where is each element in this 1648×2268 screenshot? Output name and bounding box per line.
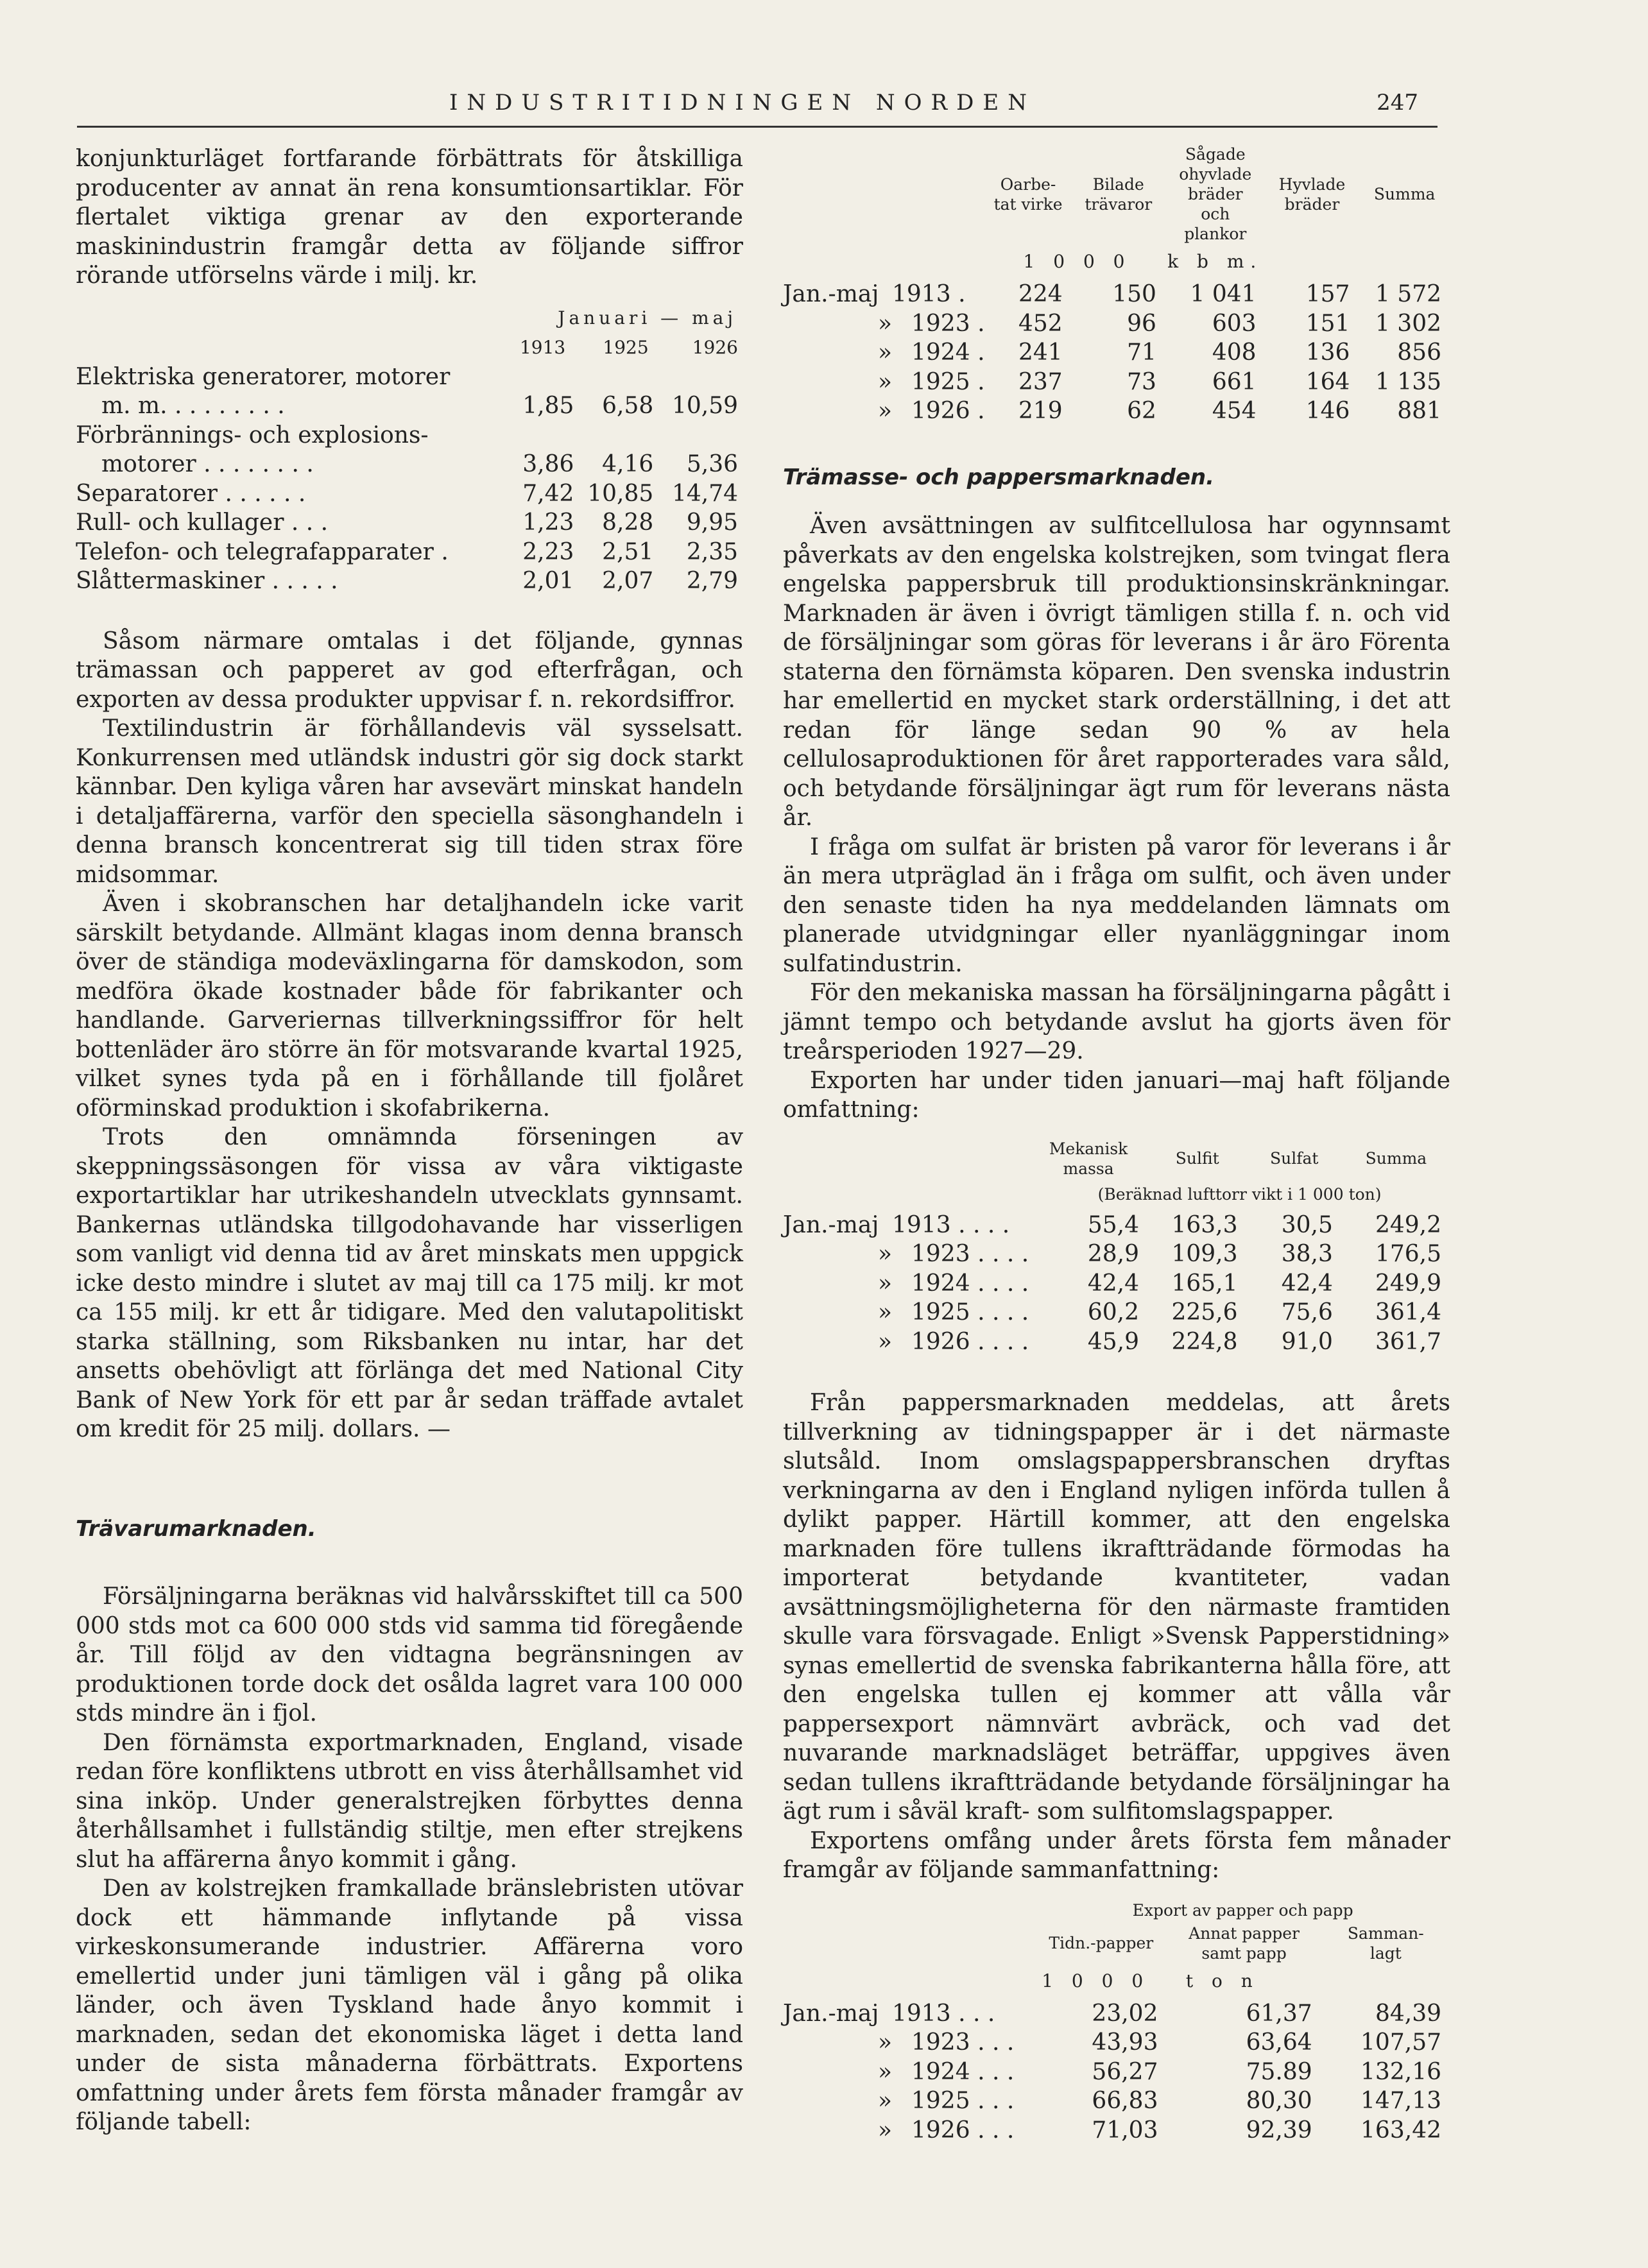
row-prefix: Jan.-maj (783, 2000, 879, 2027)
table-cell: 237 (1018, 368, 1063, 395)
table-cell: 147,13 (1360, 2088, 1441, 2114)
table-cell: 1 135 (1375, 368, 1441, 395)
journal-title: INDUSTRITIDNINGEN NORDEN (449, 90, 1036, 115)
table-cell: 3,86 (522, 451, 574, 477)
table-cell: 71 (1127, 339, 1156, 366)
table-cell: 63,64 (1246, 2029, 1312, 2056)
table-cell: 4,16 (602, 451, 654, 477)
table-cell: 249,9 (1375, 1270, 1441, 1297)
column-header: Annat papper samt papp (1189, 1923, 1300, 1963)
table-cell: 224,8 (1171, 1328, 1238, 1355)
row-year: 1923 (911, 2029, 970, 2056)
table-cell: 150 (1112, 281, 1156, 307)
table-cell: 62 (1127, 398, 1156, 424)
table-row (783, 2058, 1450, 2087)
leader-dots: . . . (950, 2000, 995, 2027)
paragraph: Textilindustrin är förhållandevis väl sysselsatt. Konkurrensen med utländsk industri gör sig dock starkt kännbar. Den kyliga våren har avsevärt minskat handeln i detaljaffärerna, varför den speciella säsonghandeln i denna bransch koncentrerat sig till tiden strax före midsommar. (76, 715, 743, 888)
paragraph: För den mekaniska massan ha försäljningarna pågått i jämnt tempo och betydande avslut ha gjorts även för treårsperioden 1927—29. (783, 980, 1450, 1064)
row-year: 1913 (892, 2000, 951, 2027)
table-cell: 9,95 (686, 509, 738, 536)
table-row (783, 1298, 1450, 1327)
table-cell: 71,03 (1092, 2117, 1158, 2144)
leader-dots: . . . . (970, 1299, 1029, 1326)
table-cell: 5,36 (686, 451, 738, 477)
row-label: Elektriska generatorer, motorer (76, 363, 451, 390)
table-cell: 42,4 (1281, 1270, 1333, 1297)
row-label (783, 1298, 1029, 1327)
page-header (77, 90, 1438, 128)
row-label (783, 2058, 1035, 2087)
table-cell: 164 (1305, 368, 1350, 395)
paragraph: Den förnämsta exportmarknaden, England, visade redan före konfliktens utbrott en viss återhållsamhet vid sina inköp. Under generalstrejken förbyttes denna återhållsamhet i fullständig stiltje, men efter strejkens slut ha affärerna ånyo kommit i gång. (76, 1729, 743, 1873)
row-year: 1913 (892, 281, 951, 307)
table-cell: 92,39 (1246, 2117, 1312, 2144)
table-cell: 136 (1305, 339, 1350, 366)
table-row (783, 2086, 1450, 2116)
row-year: 1925 (911, 1299, 970, 1326)
timber-export-table (783, 144, 1450, 426)
row-prefix: Jan.-maj (783, 281, 879, 307)
table-cell: 14,74 (671, 480, 738, 507)
left-column (76, 144, 743, 2137)
row-label: Slåttermaskiner . . . . . (76, 568, 338, 594)
table-title: Export av papper och papp (1132, 1901, 1353, 1920)
column-header: Sulfit (1175, 1149, 1219, 1168)
table-cell: 8,28 (602, 509, 654, 536)
table-cell: 10,59 (671, 393, 738, 419)
table-row (76, 421, 743, 450)
table-cell: 361,7 (1375, 1328, 1441, 1355)
table-cell: 603 (1212, 310, 1257, 337)
table-row (76, 391, 743, 421)
row-prefix: » (877, 339, 892, 366)
paragraph: Även i skobranschen har detaljhandeln icke varit särskilt betydande. Allmänt klagas inom denna bransch över de ständiga modeväxlingarna för damskodon, som medföra ökade kostnader både för fabrikanter och handlande. Garveriernas tillverkningssiffror för helt bottenläder äro större än för motsvarande kvartal 1925, vilket synes tyda på en i förhållande till fjolåret oförminskad produktion i skofabrikerna. (76, 891, 743, 1121)
table-cell: 7,42 (522, 480, 574, 507)
table-cell: 1 041 (1190, 281, 1257, 307)
row-year: 1924 (911, 1270, 970, 1297)
table-cell: 107,57 (1360, 2029, 1441, 2056)
table-cell: 224 (1018, 281, 1063, 307)
column-header: Oarbe- tat virke (993, 175, 1063, 214)
table-row (783, 1269, 1450, 1299)
table-cell: 84,39 (1375, 2000, 1441, 2027)
row-year: 1924 (911, 339, 970, 366)
leader-dots: . . . . (970, 1241, 1029, 1267)
machinery-table (76, 333, 743, 362)
table-cell: 408 (1212, 339, 1257, 366)
row-prefix: » (877, 1328, 892, 1355)
table-row (76, 479, 743, 509)
row-label (783, 1211, 1029, 1240)
table-cell: 219 (1018, 398, 1063, 424)
row-year: 1926 (911, 2117, 970, 2144)
table-cell: 55,4 (1087, 1211, 1139, 1238)
leader-dots: . (950, 281, 966, 307)
table-cell: 1 572 (1375, 281, 1441, 307)
row-label (783, 280, 985, 309)
table-cell: 10,85 (587, 480, 654, 507)
table-cell: 225,6 (1171, 1299, 1238, 1326)
table-cell: 881 (1397, 398, 1441, 424)
leader-dots: . . . (970, 2088, 1015, 2114)
row-year: 1926 (911, 398, 970, 424)
column-header: Sågade ohyvlade bräder och plankor (1179, 145, 1252, 243)
machinery-table-body (76, 362, 743, 596)
table-cell: 361,4 (1375, 1299, 1441, 1326)
row-prefix: » (877, 310, 892, 337)
leader-dots: . (970, 398, 985, 424)
row-label (783, 1327, 1029, 1357)
row-label (783, 396, 985, 426)
table-cell: 856 (1397, 339, 1441, 366)
table-row (783, 309, 1450, 339)
row-prefix: » (877, 2088, 892, 2114)
leader-dots: . (970, 339, 985, 366)
row-prefix: » (877, 2058, 892, 2085)
table-row (783, 1240, 1450, 1269)
table-unit: 1 0 0 0 t o n (1042, 1970, 1259, 1991)
column-header: Bilade trävaror (1085, 175, 1153, 214)
table-row (783, 2116, 1450, 2145)
row-year: 1925 (911, 2088, 970, 2114)
leader-dots: . . . . (970, 1328, 1029, 1355)
table-cell: 109,3 (1171, 1241, 1238, 1267)
column-header: Summa (1365, 1149, 1427, 1168)
row-label (783, 1269, 1029, 1299)
row-year: 1923 (911, 1241, 970, 1267)
column-header: Hyvlade bräder (1278, 175, 1346, 214)
section-heading: Trävarumarknaden. (76, 1515, 316, 1542)
paragraph: Även avsättningen av sulfitcellulosa har ogynnsamt påverkats av den engelska kolstrejken, som tvingat flera engelska pappersbruk till produktionsinskränkningar. Marknaden är även i övrigt tämligen stilla f. n. och vid de försäljningar som göras för leverans i år äro Förenta staterna den förnämsta köparen. Den svenska industrin har emellertid en mycket stark orderställning, i det att redan för länge sedan 90 % av hela cellulosaproduktionen för året rapporterades vara såld, och betydande försäljningar ägt rum för leverans nästa år. (783, 513, 1450, 831)
row-prefix: » (877, 398, 892, 424)
table-cell: 452 (1018, 310, 1063, 337)
row-label (783, 1999, 1035, 2029)
column-header: Sulfat (1269, 1149, 1319, 1168)
table-machinery-export (76, 307, 743, 596)
right-column (783, 144, 1450, 2145)
table-cell: 241 (1018, 339, 1063, 366)
column-header: Summa (1373, 185, 1436, 203)
table-row (76, 362, 743, 392)
table-cell: 1 302 (1375, 310, 1441, 337)
column-header: 1913 (519, 336, 566, 358)
row-prefix: » (877, 1299, 892, 1326)
paragraph: Den av kolstrejken framkallade bränslebristen utövar dock ett hämmande inflytande på vissa virkeskonsumerande industrier. Affärerna voro emellertid under juni tämligen väl i gång på olika länder, och även Tyskland hade ånyo kommit i marknaden, sedan det ekonomiska läget i detta land under de sista månaderna förbättrats. Exportens omfattning under årets fem första månader framgår av följande tabell: (76, 1875, 743, 2135)
paragraph: Exportens omfång under årets första fem månader framgår av följande sammanfattning: (783, 1827, 1450, 1883)
table-cell: 2,51 (602, 538, 654, 565)
table-cell: 28,9 (1087, 1241, 1139, 1267)
paragraph: Exporten har under tiden januari—maj haft följande omfattning: (783, 1067, 1450, 1123)
column-header: Mekanisk massa (1049, 1139, 1128, 1178)
table-cell: 176,5 (1375, 1241, 1441, 1267)
table-row (783, 280, 1450, 309)
table-cell: 42,4 (1087, 1270, 1139, 1297)
table-cell: 151 (1305, 310, 1350, 337)
table-cell: 75,6 (1281, 1299, 1333, 1326)
section-heading: Trämasse- och pappersmarknaden. (783, 464, 1215, 490)
table-row (783, 1999, 1450, 2029)
table-cell: 45,9 (1087, 1328, 1139, 1355)
leader-dots: . (970, 368, 985, 395)
row-label (783, 2116, 1035, 2145)
table-row (76, 508, 743, 538)
table-cell: 2,07 (602, 568, 654, 594)
row-prefix: » (877, 2029, 892, 2056)
table-cell: 249,2 (1375, 1211, 1441, 1238)
table-cell: 661 (1212, 368, 1257, 395)
table-row (783, 2028, 1450, 2058)
table-cell: 73 (1127, 368, 1156, 395)
leader-dots: . . . (970, 2029, 1015, 2056)
table-cell: 60,2 (1087, 1299, 1139, 1326)
table-row (783, 1211, 1450, 1240)
table-row (76, 567, 743, 596)
table-row (783, 338, 1450, 368)
paper-export-table (783, 1898, 1450, 2145)
row-label: Förbrännings- och explosions- (76, 422, 429, 448)
row-label: motorer . . . . . . . . (101, 451, 314, 477)
table-cell: 23,02 (1092, 2000, 1158, 2027)
table-cell: 96 (1127, 310, 1156, 337)
table-cell: 6,58 (602, 393, 654, 419)
column-header: 1926 (692, 336, 738, 358)
row-year: 1925 (911, 368, 970, 395)
row-label (783, 368, 985, 397)
header-rule (77, 126, 1438, 128)
row-year: 1923 (911, 310, 970, 337)
table-cell: 61,37 (1246, 2000, 1312, 2027)
row-label (783, 338, 985, 368)
table-cell: 157 (1305, 281, 1350, 307)
column-header: 1925 (603, 336, 649, 358)
table-cell: 2,79 (686, 568, 738, 594)
row-prefix: » (877, 2117, 892, 2144)
table-period: Januari — maj (558, 307, 737, 328)
paragraph: Såsom närmare omtalas i det följande, gynnas trämassan och papperet av god efterfrågan, och exporten av dessa produkter uppvisar f. n. rekordsiffror. (76, 627, 743, 713)
row-prefix: Jan.-maj (783, 1211, 879, 1238)
row-label: m. m. . . . . . . . . (101, 393, 285, 419)
paragraph: Från pappersmarknaden meddelas, att årets tillverkning av tidningspapper är i det närmaste slutsåld. Inom omslagspappersbranschen dryftas verkningarna av den i England nyligen införda tullen å dylikt papper. Härtill kommer, att den engelska marknaden före tullens ikraftträdande förmodas ha importerat betydande kvantiteter, vadan avsättningsmöjligheterna för den närmaste framtiden skulle vara försvagade. Enligt »Svensk Papperstidning» synas emellertid de svenska fabrikanterna hålla före, att den engelska tullen ej kommer att vålla vår pappersexport nämnvärt avbräck, och vad det nuvarande marknadsläget beträffar, uppgives även sedan tullens ikraftträdande betydande försäljningar ha ägt rum i såväl kraft- som sulfitomslagspapper. (783, 1390, 1450, 1825)
table-cell: 163,3 (1171, 1211, 1238, 1238)
table-cell: 56,27 (1092, 2058, 1158, 2085)
pulp-export-table (783, 1139, 1450, 1357)
row-label (783, 309, 985, 339)
row-year: 1924 (911, 2058, 970, 2085)
row-prefix: » (877, 1270, 892, 1297)
leader-dots: . . . . (950, 1211, 1010, 1238)
paragraph: Trots den omnämnda förseningen av skeppningssäsongen för vissa av våra viktigaste exportartiklar har utrikeshandeln utvecklats gynnsamt. Bankernas utländska tillgodohavande har visserligen som vanligt vid denna tid av året minskats men uppgick icke desto mindre i slutet av maj till ca 175 milj. kr mot ca 155 milj. kr ett år tidigare. Med den valutapolitiskt starka ställning, som Riksbanken nu intar, har det ansetts obehövligt att förlänga det med National City Bank of New York för ett par år sedan träffade avtalet om kredit för 25 milj. dollars. — (76, 1124, 743, 1442)
column-header: Tidn.-papper (1049, 1934, 1154, 1952)
row-label (783, 2028, 1035, 2058)
table-cell: 2,23 (522, 538, 574, 565)
table-cell: 30,5 (1281, 1211, 1333, 1238)
row-year: 1926 (911, 1328, 970, 1355)
table-cell: 43,93 (1092, 2029, 1158, 2056)
table-cell: 1,85 (522, 393, 574, 419)
table-cell: 1,23 (522, 509, 574, 536)
table-cell: 2,35 (686, 538, 738, 565)
table-cell: 38,3 (1281, 1241, 1333, 1267)
table-row (783, 1327, 1450, 1357)
table-cell: 454 (1212, 398, 1257, 424)
row-label: Separatorer . . . . . . (76, 480, 306, 507)
row-label: Rull- och kullager . . . (76, 509, 329, 536)
table-unit: 1 0 0 0 k b m. (1023, 251, 1263, 272)
leader-dots: . (970, 310, 985, 337)
leader-dots: . . . . (970, 1270, 1029, 1297)
table-row (783, 368, 1450, 397)
column-header: Samman- lagt (1347, 1923, 1424, 1963)
table-row (783, 396, 1450, 426)
table-cell: 80,30 (1246, 2088, 1312, 2114)
row-prefix: » (877, 368, 892, 395)
table-cell: 66,83 (1092, 2088, 1158, 2114)
table-unit: (Beräknad lufttorr vikt i 1 000 ton) (1097, 1185, 1382, 1204)
row-year: 1913 (892, 1211, 951, 1238)
row-label (783, 2086, 1035, 2116)
table-row (76, 450, 743, 479)
table-cell: 132,16 (1360, 2058, 1441, 2085)
leader-dots: . . . (970, 2117, 1015, 2144)
page-number: 247 (1377, 90, 1418, 115)
row-label (783, 1240, 1029, 1269)
paragraph: konjunkturläget fortfarande förbättrats för åtskilliga producenter av annat än rena konsumtionsartiklar. För flertalet viktiga grenar av den exporterande maskinindustrin framgår detta av följande siffror rörande utförselns värde i milj. kr. (76, 146, 743, 289)
table-cell: 163,42 (1360, 2117, 1441, 2144)
table-cell: 91,0 (1281, 1328, 1333, 1355)
table-row (76, 538, 743, 567)
leader-dots: . . . (970, 2058, 1015, 2085)
table-cell: 75.89 (1246, 2058, 1312, 2085)
table-cell: 165,1 (1171, 1270, 1238, 1297)
row-prefix: » (877, 1241, 892, 1267)
table-cell: 146 (1305, 398, 1350, 424)
row-label: Telefon- och telegrafapparater . (76, 538, 449, 565)
paragraph: Försäljningarna beräknas vid halvårsskiftet till ca 500 000 stds mot ca 600 000 stds vid samma tid föregående år. Till följd av den vidtagna begränsningen av produktionen torde dock det osålda lagret vara 100 000 stds mindre än i fjol. (76, 1583, 743, 1727)
table-cell: 2,01 (522, 568, 574, 594)
paragraph: I fråga om sulfat är bristen på varor för leverans i år än mera utpräglad än i fråga om sulfit, och även under den senaste tiden ha nya meddelanden lämnats om planerade utvidgningar eller nyanläggningar inom sulfatindustrin. (783, 833, 1450, 977)
